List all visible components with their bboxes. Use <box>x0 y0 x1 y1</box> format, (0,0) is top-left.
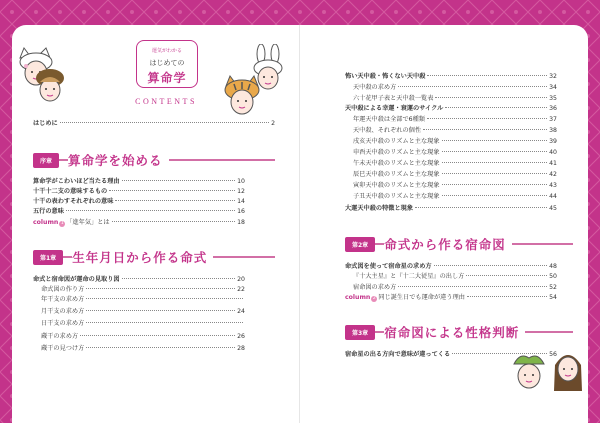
toc-subentry[interactable]: 午未天中殺のリズムと主な現象 41 <box>353 160 557 167</box>
toc-entry[interactable]: 怖い天中殺・怖くない天中殺 32 <box>345 73 557 80</box>
toc-entry[interactable]: 大運天中殺の特徴と現象 45 <box>345 205 557 212</box>
toc-subentry[interactable]: 年運天中殺は全部で6種類 37 <box>353 116 557 123</box>
toc-subentry[interactable]: 天中殺、それぞれの個性 38 <box>353 127 557 134</box>
chapter-tag: 序章 <box>33 153 59 168</box>
toc-entry-intro[interactable]: はじめに 2 <box>33 120 275 127</box>
toc-column-entry[interactable]: column 2 同じ誕生日でも運命が違う理由 54 <box>345 294 557 301</box>
toc-subentry[interactable]: 申酉天中殺のリズムと主な現象 40 <box>353 149 557 156</box>
chapter-tag: 第3章 <box>345 325 375 340</box>
toc-entry[interactable]: 宿命星の出る方向で意味が違ってくる 56 <box>345 351 557 358</box>
toc-entry[interactable]: 命式と宿命図が運命の見取り図 20 <box>33 276 245 283</box>
chapter-heading-2[interactable] <box>345 236 573 252</box>
column-label: column <box>345 294 371 301</box>
column-number-badge: 1 <box>60 221 64 226</box>
contents-label: CONTENTS <box>135 97 197 106</box>
toc-subentry[interactable]: 日干支の求め方 <box>41 320 245 328</box>
chapter-title: 生年月日から作る命式 <box>72 248 213 266</box>
girl-with-cowl-illustration <box>30 66 70 110</box>
toc-subentry[interactable]: 『十大主星』と『十二大従星』の出し方 50 <box>353 273 557 280</box>
toc-entry[interactable]: 十干十二支の意味するもの 12 <box>33 188 245 195</box>
toc-entry[interactable]: 十干の表わすそれぞれの意味 14 <box>33 198 245 205</box>
toc-subentry[interactable]: 六十花甲子表と天中殺一覧表 35 <box>353 95 557 102</box>
girl-with-rabbit-ears-illustration <box>248 44 288 94</box>
chapter-heading-3[interactable] <box>345 324 573 340</box>
column-label: column <box>33 219 59 226</box>
toc-subentry[interactable]: 戌亥天中殺のリズムと主な現象 39 <box>353 138 557 145</box>
column-number-badge: 2 <box>372 296 376 301</box>
toc-entry[interactable]: 命式図を使って宿命星の求め方 48 <box>345 263 557 270</box>
toc-subentry[interactable]: 蔵干の見つけ方 28 <box>41 345 245 352</box>
toc-subentry[interactable]: 年干支の求め方 <box>41 296 245 304</box>
toc-entry[interactable]: 算命学がこわいほど当たる理由 10 <box>33 178 245 185</box>
chapter-heading-1[interactable] <box>33 249 275 265</box>
chapter-tag: 第2章 <box>345 237 375 252</box>
toc-subentry[interactable]: 宿命図の求め方 52 <box>353 284 557 291</box>
toc-subentry[interactable]: 月干支の求め方 24 <box>41 308 245 315</box>
chapter-title: 命式から作る宿命図 <box>384 235 512 253</box>
toc-entry[interactable]: 五行の意味 16 <box>33 208 245 215</box>
toc-subentry[interactable]: 辰巳天中殺のリズムと主な現象 42 <box>353 171 557 178</box>
chapter-title: 宿命図による性格判断 <box>384 323 525 341</box>
chapter-heading-prologue[interactable] <box>33 152 275 168</box>
toc-subentry[interactable]: 命式図の作り方 22 <box>41 286 245 293</box>
book-title-box <box>136 40 198 88</box>
book-gutter <box>299 25 300 423</box>
toc-entry[interactable]: 天中殺による幸運・衰運のサイクル 36 <box>345 105 557 112</box>
toc-subentry[interactable]: 天中殺の求め方 34 <box>353 84 557 91</box>
toc-column-entry[interactable]: column 1 「進年気」とは 18 <box>33 219 245 226</box>
book-title-line1: はじめての <box>149 59 185 67</box>
book-subtitle: 運気がわかる <box>151 48 182 54</box>
book-title-main: 算命学 <box>147 71 187 85</box>
toc-subentry[interactable]: 蔵干の求め方 26 <box>41 333 245 340</box>
toc-subentry[interactable]: 子丑天中殺のリズムと主な現象 44 <box>353 193 557 200</box>
chapter-tag: 第1章 <box>33 250 63 265</box>
toc-subentry[interactable]: 寅卯天中殺のリズムと主な現象 43 <box>353 182 557 189</box>
chapter-title: 算命学を始める <box>68 151 169 169</box>
